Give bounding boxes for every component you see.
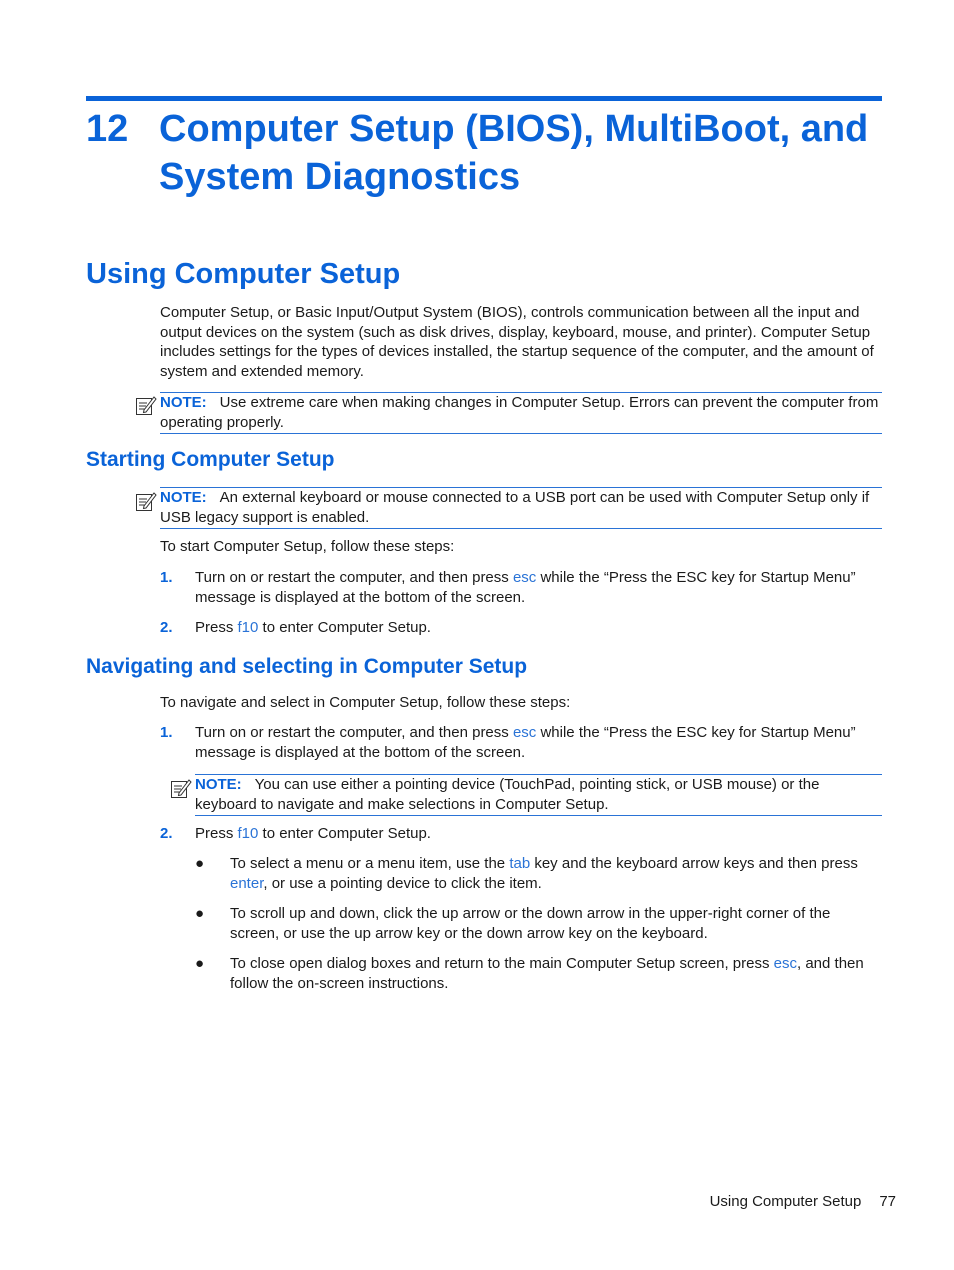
- footer-section-label: Using Computer Setup: [709, 1193, 862, 1210]
- step-text: Turn on or restart the computer, and then press esc while the “Press the ESC key for Startup Menu” message is displayed at the bottom of the screen.: [195, 569, 856, 606]
- key-name: esc: [512, 569, 537, 586]
- step-text: Press f10 to enter Computer Setup.: [195, 619, 431, 636]
- list-item: [160, 618, 882, 638]
- steps-lead: To start Computer Setup, follow these steps:: [160, 538, 455, 555]
- bullet-icon: ●: [195, 905, 205, 922]
- page-footer: [600, 1192, 896, 1211]
- list-item: [160, 824, 882, 844]
- key-name: esc: [512, 724, 537, 741]
- note-box: [195, 774, 882, 816]
- step-text: Turn on or restart the computer, and then press esc while the “Press the ESC key for Startup Menu” message is displayed at the bottom of the screen.: [195, 724, 856, 761]
- note-text: An external keyboard or mouse connected to a USB port can be used with Computer Setup only if USB legacy support is enabled.: [160, 489, 870, 526]
- page-number: 77: [879, 1193, 896, 1210]
- list-item: [160, 723, 882, 762]
- note-pencil-icon: [135, 394, 157, 416]
- subsection-title-navigating: Navigating and selecting in Computer Setup: [86, 655, 528, 678]
- steps-lead: To navigate and select in Computer Setup, follow these steps:: [160, 694, 571, 711]
- key-name: f10: [237, 619, 259, 636]
- bullet-text: To close open dialog boxes and return to the main Computer Setup screen, press esc, and then follow the on-screen instructions.: [230, 955, 864, 992]
- bullet-icon: ●: [195, 855, 205, 872]
- step-number: 1.: [160, 724, 173, 741]
- list-item: [160, 568, 882, 607]
- list-item: [195, 904, 882, 943]
- note-label: NOTE:: [160, 394, 207, 411]
- note-pencil-icon: [170, 777, 192, 799]
- note-pencil-icon: [135, 490, 157, 512]
- bullet-text: To scroll up and down, click the up arrow or the down arrow in the upper-right corner of the screen, or use the up arrow key or the down arrow key on the keyboard.: [230, 905, 831, 942]
- key-name: enter: [230, 874, 264, 892]
- chapter-title-text: Computer Setup (BIOS), MultiBoot, and System Diagnostics: [159, 108, 869, 198]
- key-name: tab: [509, 855, 531, 872]
- note-box: [160, 487, 882, 529]
- chapter-rule: [86, 96, 882, 101]
- bullet-icon: ●: [195, 955, 205, 972]
- intro-paragraph: Computer Setup, or Basic Input/Output System (BIOS), controls communication between all the input and output devices on the system (such as disk drives, display, keyboard, mouse, and printer). Computer Setup includes settings for the types of devices installed, the startup sequence of the computer, and the amount of system and extended memory.: [160, 304, 874, 380]
- key-name: esc: [773, 955, 797, 972]
- chapter-number: 12: [86, 108, 129, 150]
- note-label: NOTE:: [160, 489, 207, 506]
- subsection-title-starting: Starting Computer Setup: [86, 448, 335, 471]
- note-label: NOTE:: [195, 776, 242, 793]
- bullet-text: To select a menu or a menu item, use the tab key and the keyboard arrow keys and then press enter, or use a pointing device to click the item.: [230, 855, 858, 892]
- list-item: [195, 854, 882, 893]
- note-box: [160, 392, 882, 434]
- note-text: You can use either a pointing device (TouchPad, pointing stick, or USB mouse) or the keyboard to navigate and make selections in Computer Setup.: [195, 776, 820, 813]
- step-number: 1.: [160, 569, 173, 586]
- note-text: Use extreme care when making changes in Computer Setup. Errors can prevent the computer from operating properly.: [160, 394, 879, 431]
- step-number: 2.: [160, 825, 173, 842]
- chapter-title: [86, 105, 886, 201]
- step-number: 2.: [160, 619, 173, 636]
- list-item: [195, 954, 882, 993]
- key-name: f10: [237, 825, 259, 842]
- section-title: Using Computer Setup: [86, 258, 401, 290]
- step-text: Press f10 to enter Computer Setup.: [195, 825, 431, 842]
